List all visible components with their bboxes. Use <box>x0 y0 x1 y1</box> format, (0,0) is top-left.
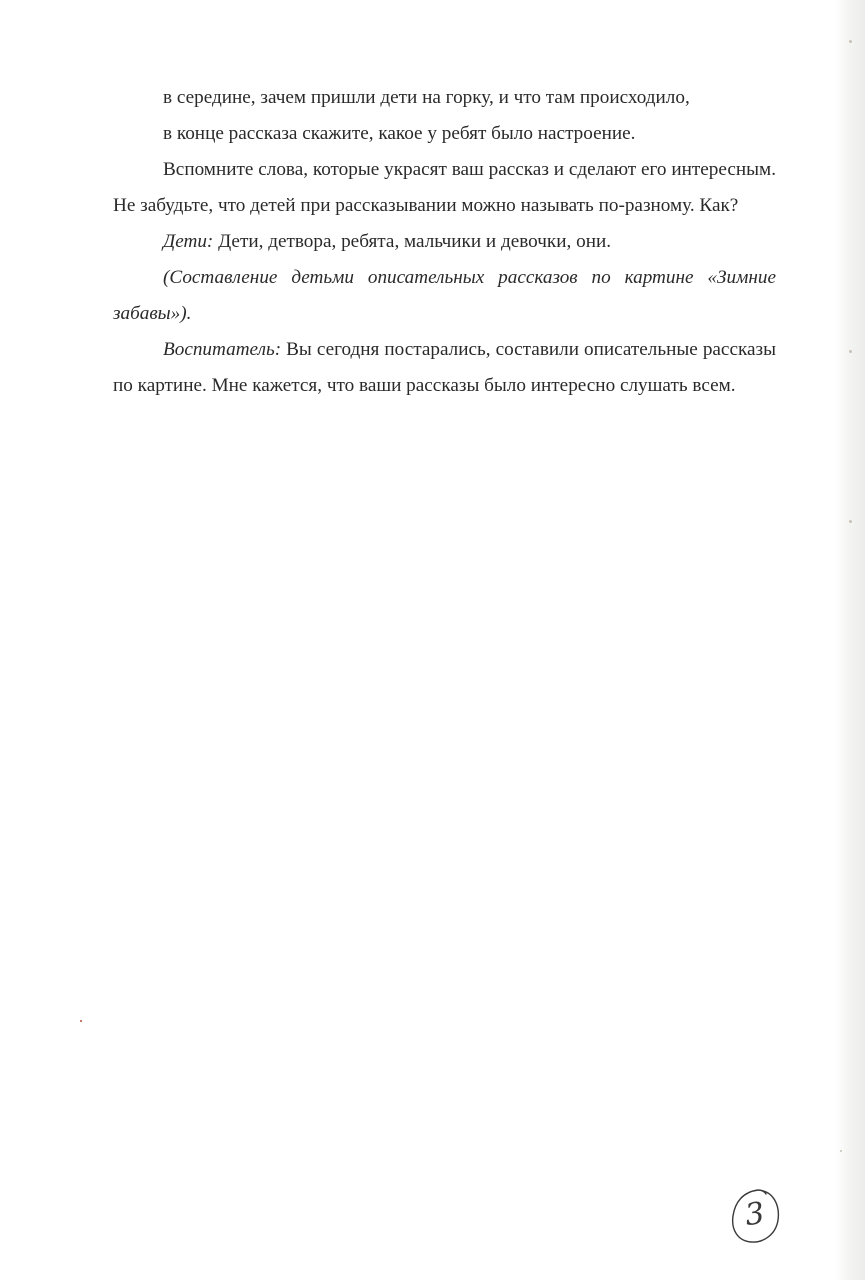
text-segment: в конце рассказа скажите, какое у ребят было настроение. <box>163 123 636 144</box>
scan-mark <box>849 520 852 523</box>
scan-speck <box>80 1020 82 1022</box>
page-edge-shadow <box>835 0 865 1280</box>
paragraph-6 <box>113 332 776 404</box>
text-segment: Дети, детвора, ребята, мальчики и девочки, они. <box>213 231 612 252</box>
stage-direction: (Составление детьми описательных рассказов по картине «Зимние забавы»). <box>113 267 776 324</box>
speaker-label: Воспитатель: <box>163 339 282 360</box>
paragraph-5 <box>113 260 776 332</box>
text-segment: в середине, зачем пришли дети на горку, и что там происходило, <box>163 87 690 108</box>
scan-speck <box>840 1150 842 1152</box>
document-body <box>113 80 776 404</box>
page-number-digit: 3 <box>742 1195 767 1234</box>
paragraph-3 <box>113 152 776 224</box>
text-segment: Вспомните слова, которые украсят ваш рассказ и сделают его интересным. Не забудьте, что детей при рассказывании можно называть по-разному. Как? <box>113 159 776 216</box>
handwritten-page-number <box>728 1186 782 1246</box>
paragraph-2 <box>113 116 776 152</box>
paragraph-1 <box>113 80 776 116</box>
text-segment: Вы сегодня постарались, составили описательные рассказы по картине. Мне кажется, что ваши рассказы было интересно слушать всем. <box>113 339 776 396</box>
speaker-label: Дети: <box>163 231 214 252</box>
scan-mark <box>849 350 852 353</box>
paragraph-4 <box>113 224 776 260</box>
scan-mark <box>849 40 852 43</box>
